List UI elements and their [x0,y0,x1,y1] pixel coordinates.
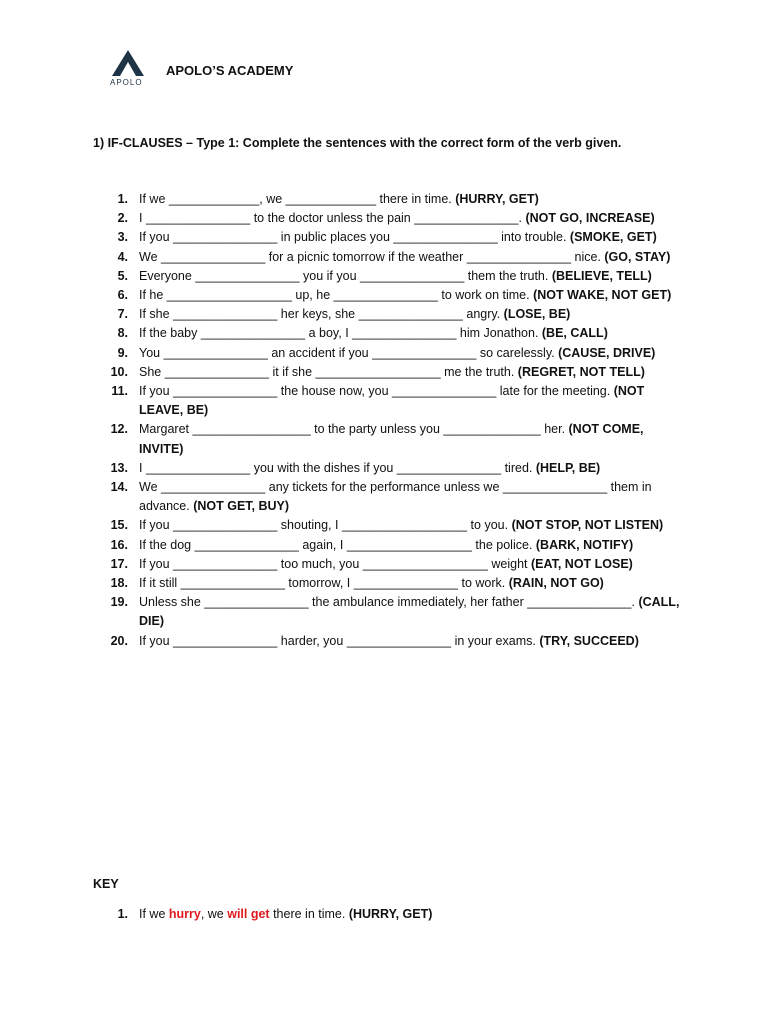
item-sentence: We _______________ any tickets for the performance unless we _______________ them in advance. [139,480,652,514]
logo-text: APOLO [110,78,143,87]
item-verb-hint: (CALL, DIE) [139,595,680,629]
item-verb-hint: (SMOKE, GET) [569,230,657,245]
item-sentence: If the baby _______________ a boy, I _______________ him Jonathon. [139,326,542,341]
item-number: 19. [110,595,128,610]
item-sentence: Everyone _______________ you if you _______________ them the truth. [139,268,552,283]
exercise-item [0,248,768,267]
item-verb-hint: (NOT GO, INCREASE) [525,211,655,226]
item-sentence: If you _______________ too much, you __________________ weight [139,556,531,571]
key-item-number: 1. [117,907,128,921]
item-sentence: If you _______________ shouting, I __________________ to you. [139,518,512,533]
item-verb-hint: (NOT STOP, NOT LISTEN) [511,518,664,533]
item-verb-hint: (BE, CALL) [541,326,608,341]
item-number: 12. [110,422,128,437]
key-answer-1: hurry [168,907,201,921]
apolo-logo-icon [108,50,148,78]
exercise-list [0,190,768,651]
item-verb-hint: (CAUSE, DRIVE) [558,345,656,360]
exercise-item [0,324,768,343]
item-verb-hint: (EAT, NOT LOSE) [531,556,633,571]
item-number: 10. [110,364,128,379]
item-number: 20. [110,633,128,648]
exercise-item [0,459,768,478]
item-verb-hint: (BARK, NOTIFY) [535,537,634,552]
exercise-item [0,228,768,247]
item-verb-hint: (HELP, BE) [535,460,601,475]
item-verb-hint: (GO, STAY) [604,249,671,264]
item-sentence: If you _______________ in public places you _______________ into trouble. [139,230,570,245]
item-sentence: If he __________________ up, he _______________ to work on time. [139,288,534,303]
exercise-item [0,267,768,286]
item-verb-hint: (HURRY, GET) [455,192,539,206]
item-number: 7. [117,307,128,322]
exercise-item [0,536,768,555]
item-number: 2. [117,211,128,226]
item-verb-hint: (TRY, SUCCEED) [539,633,639,648]
key-title: KEY [93,877,119,891]
exercise-title: 1) IF-CLAUSES – Type 1: Complete the sentences with the correct form of the verb given. [93,136,622,150]
item-number: 4. [117,249,128,264]
exercise-item [0,593,768,631]
item-sentence: If we _____________, we _____________ there in time. [139,192,456,206]
exercise-item [0,286,768,305]
item-verb-hint: (NOT WAKE, NOT GET) [533,288,672,303]
item-number: 6. [117,288,128,303]
exercise-item [0,516,768,535]
exercise-item [0,363,768,382]
exercise-item [0,478,768,516]
item-sentence: Margaret _________________ to the party unless you ______________ her. [139,422,569,437]
item-number: 18. [110,576,128,591]
key-text-1: If we [139,907,169,921]
item-sentence: If she _______________ her keys, she _______________ angry. [139,307,504,322]
item-number: 9. [117,345,128,360]
item-verb-hint: (NOT LEAVE, BE) [139,384,645,418]
item-number: 1. [117,192,128,206]
item-verb-hint: (NOT COME, INVITE) [139,422,644,456]
item-verb-hint: (BELIEVE, TELL) [551,268,652,283]
item-sentence: She _______________ it if she __________________ me the truth. [139,364,518,379]
exercise-item [0,190,768,209]
item-sentence: If you _______________ harder, you _______________ in your exams. [139,633,540,648]
item-sentence: We _______________ for a picnic tomorrow if the weather _______________ nice. [139,249,605,264]
key-text-2: , we [200,907,228,921]
item-number: 3. [117,230,128,245]
item-number: 16. [110,537,128,552]
item-verb-hint: (NOT GET, BUY) [193,499,290,514]
item-sentence: I _______________ you with the dishes if you _______________ tired. [139,460,536,475]
item-number: 13. [110,460,128,475]
item-verb-hint: (LOSE, BE) [503,307,571,322]
exercise-item [0,420,768,458]
academy-name: APOLO’S ACADEMY [166,63,294,78]
item-number: 11. [111,384,128,399]
item-sentence: If you _______________ the house now, you _______________ late for the meeting. [139,384,614,399]
exercise-item [0,555,768,574]
key-item [0,905,739,924]
item-sentence: If the dog _______________ again, I __________________ the police. [139,537,536,552]
item-verb-hint: (REGRET, NOT TELL) [517,364,645,379]
exercise-item [0,344,768,363]
exercise-item [0,382,768,420]
exercise-item [0,632,768,651]
exercise-item [0,209,768,228]
item-verb-hint: (RAIN, NOT GO) [508,576,604,591]
key-text-3: there in time. [269,907,349,921]
item-sentence: Unless she _______________ the ambulance immediately, her father _______________. [139,595,639,610]
item-sentence: If it still _______________ tomorrow, I _______________ to work. [139,576,509,591]
item-number: 15. [110,518,128,533]
item-number: 5. [117,268,128,283]
exercise-item [0,574,768,593]
item-sentence: You _______________ an accident if you _______________ so carelessly. [139,345,559,360]
item-number: 8. [117,326,128,341]
item-number: 14. [110,480,128,495]
item-number: 17. [110,556,128,571]
exercise-item [0,305,768,324]
item-sentence: I _______________ to the doctor unless the pain _______________. [139,211,526,226]
key-answer-2: will get [227,907,270,921]
key-hint: (HURRY, GET) [348,907,433,921]
